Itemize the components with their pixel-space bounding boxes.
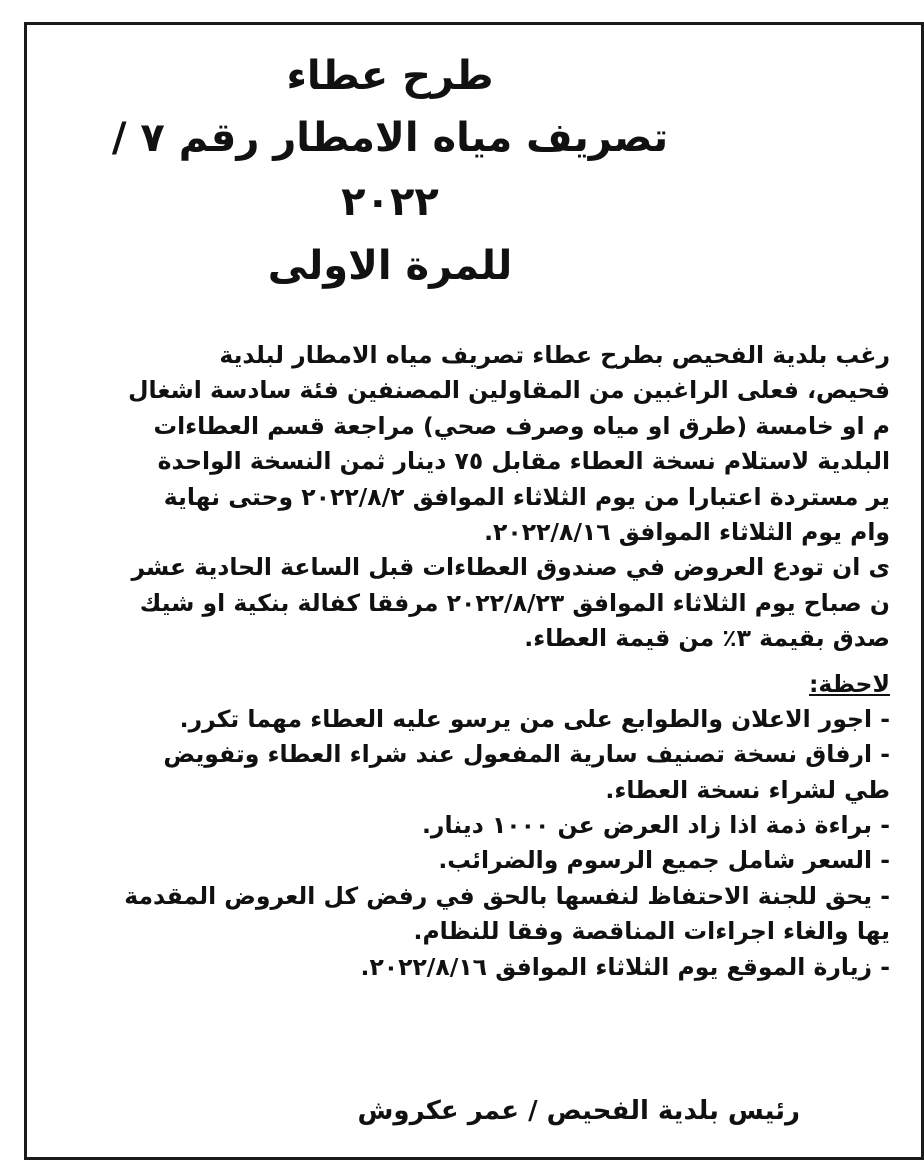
signature: رئيس بلدية الفحيص / عمر عكروش: [357, 1096, 800, 1126]
note-line: طي لشراء نسخة العطاء.: [605, 775, 890, 804]
body-line: صدق بقيمة ٣٪ من قيمة العطاء.: [524, 624, 890, 653]
note-line: - يحق للجنة الاحتفاظ لنفسها بالحق في رفض كل العروض المقدمة: [124, 881, 890, 910]
paragraph-submission: [30, 550, 890, 656]
note-line: يها والغاء اجراءات المناقصة وفقا للنظام.: [413, 917, 890, 946]
body-line: ى ان تودع العروض في صندوق العطاءات قبل الساعة الحادية عشر: [131, 553, 890, 582]
body-line: وام يوم الثلاثاء الموافق ٢٠٢٢/٨/١٦.: [484, 517, 890, 546]
note-line: - ارفاق نسخة تصنيف سارية المفعول عند شراء العطاء وتفويض: [163, 740, 890, 769]
title-line-1: طرح عطاء: [286, 53, 494, 99]
title-line-3: للمرة الاولى: [267, 243, 513, 289]
note-line: - السعر شامل جميع الرسوم والضرائب.: [438, 846, 890, 875]
body-line: ن صباح يوم الثلاثاء الموافق ٢٠٢٢/٨/٢٣ مرفقا كفالة بنكية او شيك: [139, 588, 890, 617]
notes-list: [30, 702, 890, 985]
body-line: م او خامسة (طرق او مياه وصرف صحي) مراجعة قسم العطاءات: [153, 411, 890, 440]
note-line: - براءة ذمة اذا زاد العرض عن ١٠٠٠ دينار.: [422, 811, 890, 840]
note-line: - اجور الاعلان والطوابع على من يرسو عليه العطاء مهما تكرر.: [179, 704, 890, 733]
paragraph-invitation: [30, 338, 890, 550]
body-line: فحيص، فعلى الراغبين من المقاولين المصنفين فئة سادسة اشغال: [128, 376, 890, 405]
tender-announcement: [30, 30, 890, 1126]
body-line: ير مستردة اعتبارا من يوم الثلاثاء الموافق ٢٠٢٢/٨/٢ وحتى نهاية: [163, 482, 890, 511]
note-line: - زيارة الموقع يوم الثلاثاء الموافق ٢٠٢٢/٨/١٦.: [360, 952, 890, 981]
announcement-title: [80, 46, 700, 298]
body-line: رغب بلدية الفحيص بطرح عطاء تصريف مياه الامطار لبلدية: [219, 341, 890, 369]
title-line-2: تصريف مياه الامطار رقم ٧ / ٢٠٢٢: [111, 115, 669, 225]
announcement-body: [30, 338, 890, 985]
notes-heading: لاحظة:: [809, 669, 890, 698]
body-line: البلدية لاستلام نسخة العطاء مقابل ٧٥ دينار ثمن النسخة الواحدة: [157, 447, 890, 476]
